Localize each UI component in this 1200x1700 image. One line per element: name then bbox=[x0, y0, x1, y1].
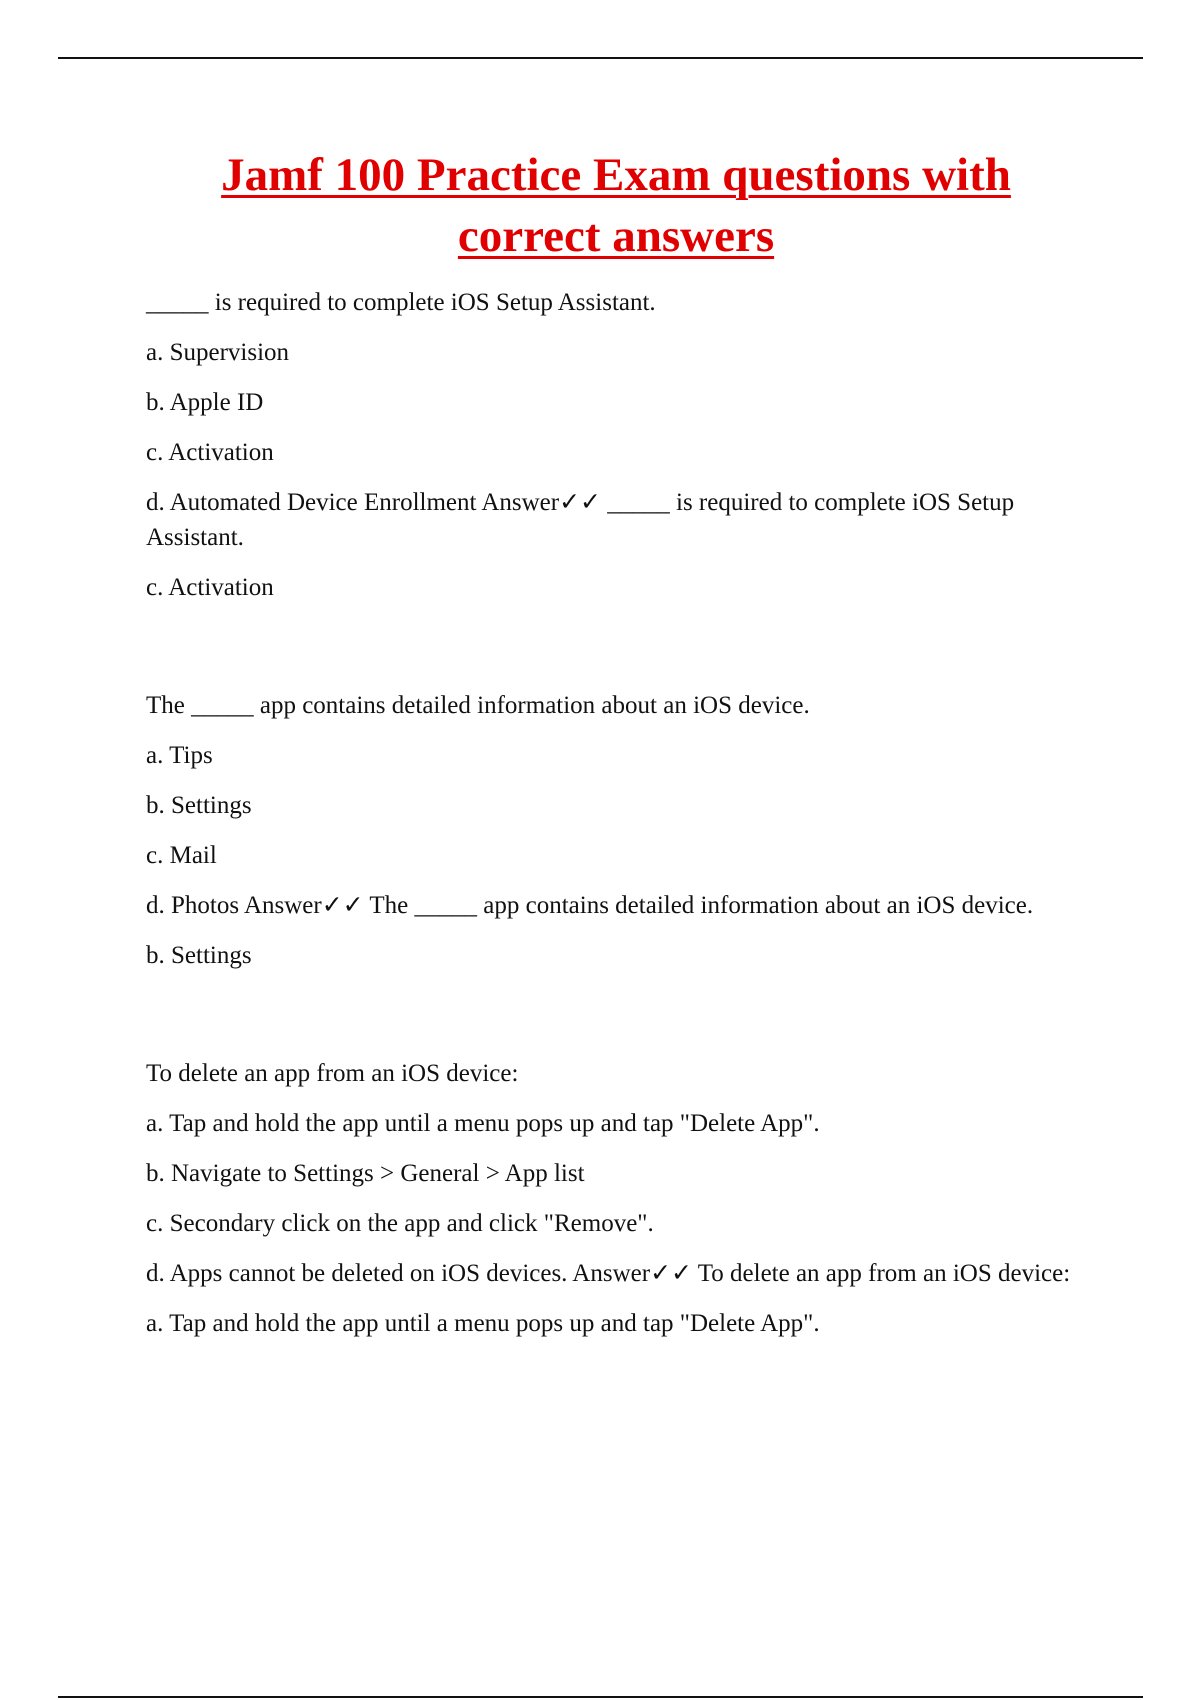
header-rule bbox=[58, 57, 1143, 59]
option-c: c. Secondary click on the app and click "Remove". bbox=[146, 1210, 654, 1237]
option-b: b. Settings bbox=[146, 792, 252, 819]
question-block-3 bbox=[146, 1056, 1086, 1341]
question-prompt: _____ is required to complete iOS Setup Assistant. bbox=[146, 289, 656, 316]
correct-answer: b. Settings bbox=[146, 942, 252, 969]
option-a: a. Tap and hold the app until a menu pops up and tap "Delete App". bbox=[146, 1110, 820, 1137]
correct-answer: c. Activation bbox=[146, 574, 274, 601]
option-b: b. Apple ID bbox=[146, 389, 264, 416]
option-d: d. Apps cannot be deleted on iOS devices. Answer✓✓ To delete an app from an iOS device: bbox=[146, 1260, 1071, 1287]
document-page bbox=[146, 145, 1086, 1356]
document-title bbox=[146, 145, 1086, 267]
option-a: a. Tips bbox=[146, 742, 213, 769]
option-b: b. Navigate to Settings > General > App list bbox=[146, 1160, 585, 1187]
question-block-2 bbox=[146, 688, 1086, 973]
option-a: a. Supervision bbox=[146, 339, 290, 366]
option-d: d. Photos Answer✓✓ The _____ app contains detailed information about an iOS device. bbox=[146, 892, 1034, 919]
question-prompt: To delete an app from an iOS device: bbox=[146, 1060, 519, 1087]
option-d: d. Automated Device Enrollment Answer✓✓ _____ is required to complete iOS Setup Assistant. bbox=[146, 489, 1015, 551]
option-c: c. Mail bbox=[146, 842, 217, 869]
title-line-1: Jamf 100 Practice Exam questions with bbox=[221, 149, 1011, 201]
footer-rule bbox=[58, 1696, 1143, 1698]
question-block-1 bbox=[146, 285, 1086, 605]
question-prompt: The _____ app contains detailed information about an iOS device. bbox=[146, 692, 810, 719]
title-line-2: correct answers bbox=[457, 210, 775, 262]
option-c: c. Activation bbox=[146, 439, 274, 466]
correct-answer: a. Tap and hold the app until a menu pops up and tap "Delete App". bbox=[146, 1310, 820, 1337]
